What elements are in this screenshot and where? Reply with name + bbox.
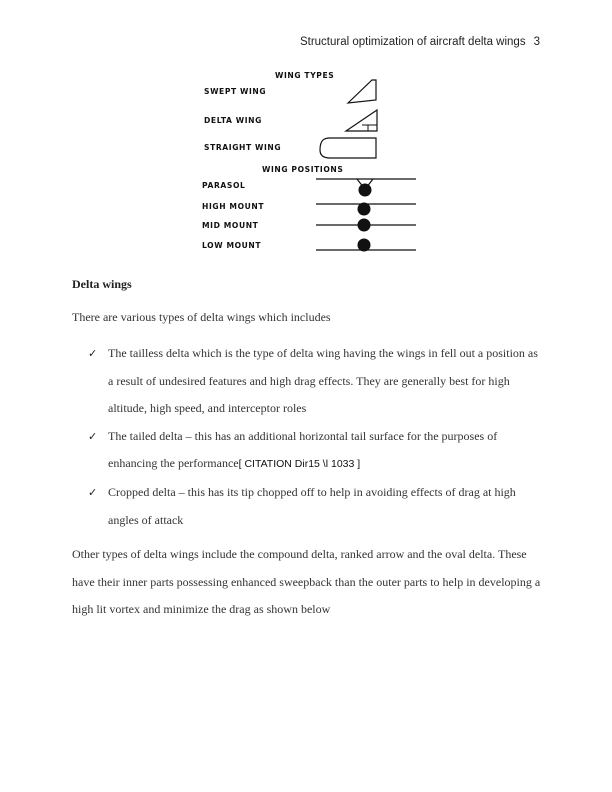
list-item-text: Cropped delta – this has its tip chopped off to help in avoiding effects of drag at high angles of attack: [108, 484, 516, 527]
list-item-text: The tailed delta – this has an additional horizontal tail surface for the purposes of enhancing the performance: [108, 428, 498, 471]
label-swept-wing: SWEPT WING: [204, 87, 267, 96]
wing-types-figure: [190, 66, 420, 262]
low-mount-fuselage: [358, 239, 371, 252]
high-mount-fuselage: [358, 203, 371, 216]
delta-wing-detail: [362, 125, 377, 131]
list-item: [72, 340, 542, 423]
running-header: [300, 36, 540, 48]
checkmark-icon: ✓: [88, 429, 98, 443]
delta-wing-shape: [346, 110, 377, 131]
wing-types-title: WING TYPES: [275, 71, 335, 80]
checkmark-icon: ✓: [88, 485, 98, 499]
label-low-mount: LOW MOUNT: [202, 241, 262, 250]
wing-diagram: [190, 66, 420, 262]
label-delta-wing: DELTA WING: [204, 116, 262, 125]
body-paragraph: Other types of delta wings include the compound delta, ranked arrow and the oval delta. These have their inner parts possessing enhanced sweepback than the outer parts to help in developing a high lit vortex and minimize the drag as shown below: [72, 547, 541, 616]
straight-wing-shape: [320, 138, 376, 158]
header-title: Structural optimization of aircraft delta wings: [299, 36, 526, 48]
parasol-fuselage: [359, 184, 372, 197]
list-item: [72, 479, 542, 534]
section-heading: Delta wings: [72, 277, 132, 291]
label-high-mount: HIGH MOUNT: [202, 202, 265, 211]
label-mid-mount: MID MOUNT: [202, 221, 259, 230]
swept-wing-shape: [348, 80, 376, 103]
checkmark-icon: ✓: [88, 347, 98, 360]
mid-mount-fuselage: [358, 219, 371, 232]
wing-positions-title: WING POSITIONS: [262, 165, 344, 174]
delta-wing-types-list: [72, 340, 542, 534]
label-straight-wing: STRAIGHT WING: [204, 143, 282, 152]
list-item-text: The tailless delta which is the type of delta wing having the wings in fell out a position as a result of undesired features and high drag effects. They are generally best for high altitude, high speed, and interceptor roles: [108, 346, 538, 416]
label-parasol: PARASOL: [202, 181, 246, 190]
citation-field: [ CITATION Dir15 \l 1033 ]: [238, 458, 361, 471]
page-number: 3: [533, 36, 540, 48]
list-item: [72, 423, 542, 479]
intro-sentence: There are various types of delta wings which includes: [72, 310, 331, 324]
